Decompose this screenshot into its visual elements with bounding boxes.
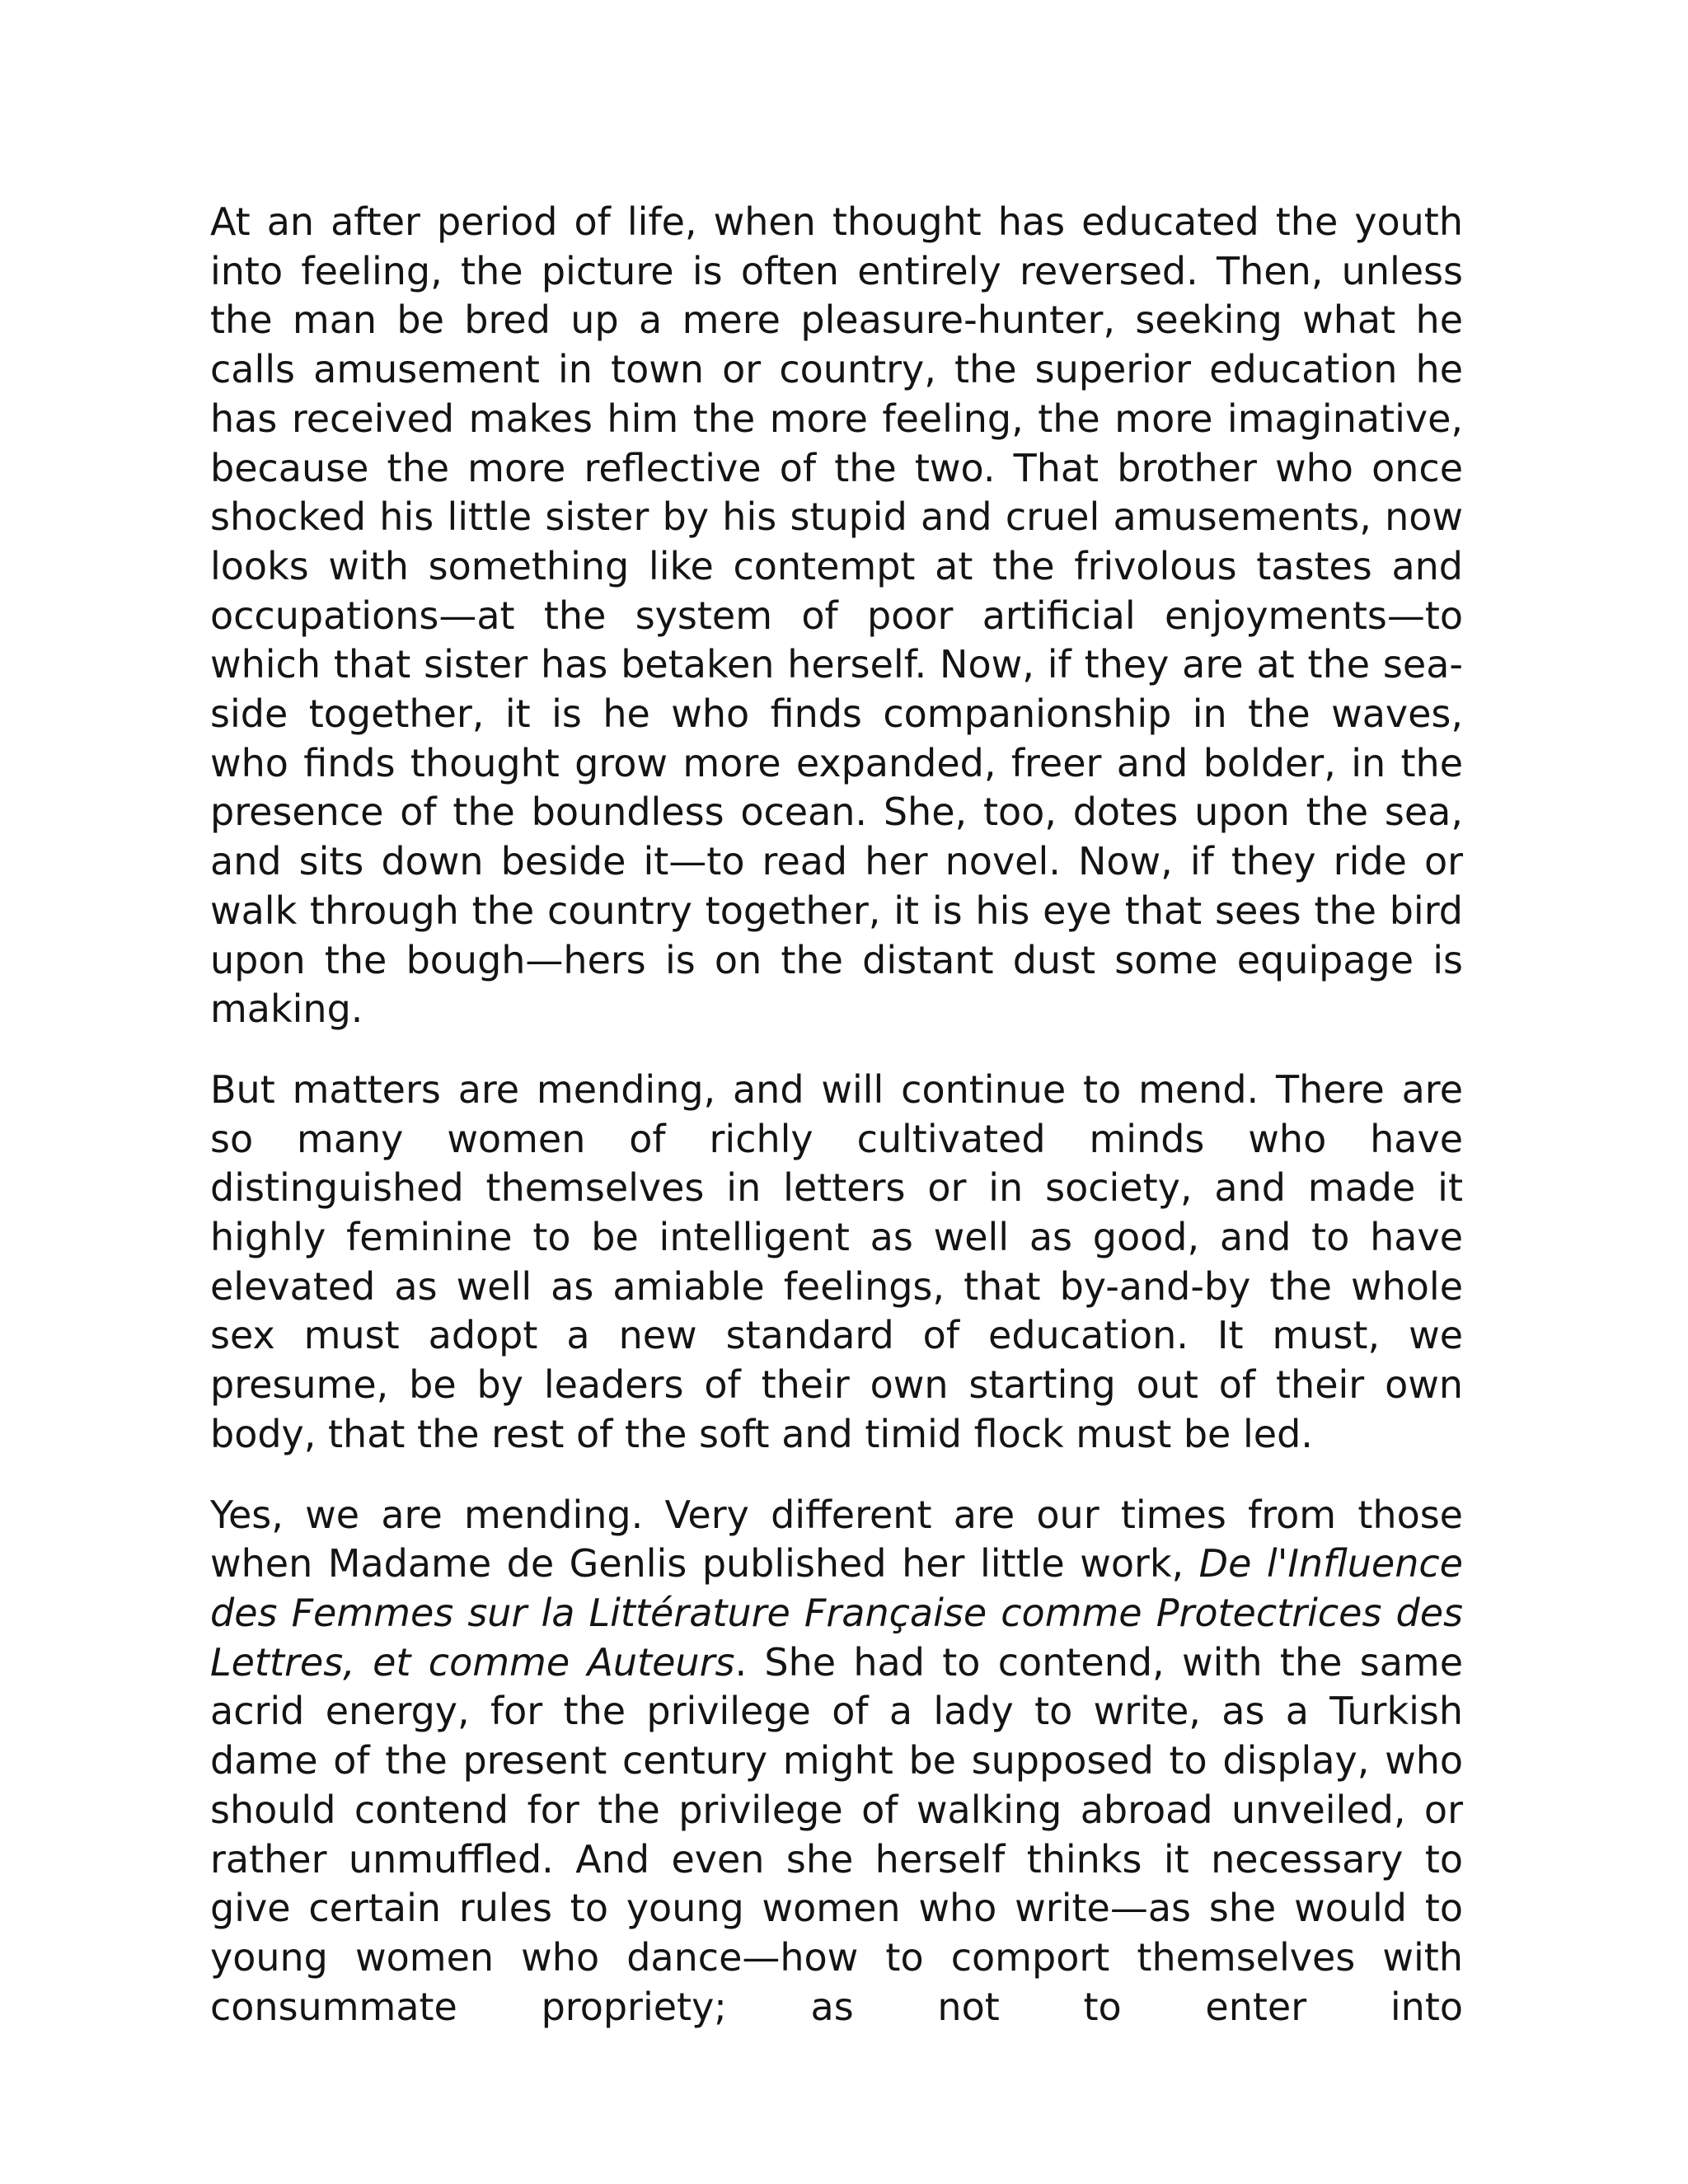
paragraph-3 — [210, 1491, 1463, 2032]
paragraph-3-intro: Yes, we are mending. Very different are our times from those when Madame de Genlis published her little work, — [210, 1492, 1463, 1586]
paragraph-2: But matters are mending, and will continue to mend. There are so many women of richly cultivated minds who have distinguished themselves in letters or in society, and made it highly feminine to be intelligent as well as good, and to have elevated as well as amiable feelings, that by-and-by the whole sex must adopt a new standard of education. It must, we presume, be by leaders of their own starting out of their own body, that the rest of the soft and timid flock must be led. — [210, 1066, 1463, 1456]
paragraph-3-continuation: . She had to contend, with the same acrid energy, for the privilege of a lady to write, as a Turkish dame of the present century might be supposed to display, who should contend for the privilege of walking abroad unveiled, or rather unmuffled. And even she herself thinks it necessary to give certain rules to young women who write—as she would to young women who dance—how to comport themselves with consummate propriety; as not to enter into — [210, 1639, 1463, 2029]
paragraph-1: At an after period of life, when thought has educated the youth into feeling, the picture is often entirely reversed. Then, unless the man be bred up a mere pleasure-hunter, seeking what he calls amusement in town or country, the superior education he has received makes him the more feeling, the more imaginative, because the more reflective of the two. That brother who once shocked his little sister by his stupid and cruel amusements, now looks with something like contempt at the frivolous tastes and occupations—at the system of poor artificial enjoyments—to which that sister has betaken herself. Now, if they are at the sea-side together, it is he who finds companionship in the waves, who finds thought grow more expanded, freer and bolder, in the presence of the boundless ocean. She, too, dotes upon the sea, and sits down beside it—to read her novel. Now, if they ride or walk through the country together, it is his eye that sees the bird upon the bough—hers is on the distant dust some equipage is making. — [210, 199, 1463, 1032]
page-text-block — [210, 198, 1463, 2032]
book-title: De l'Influence des Femmes sur la Littérature Française comme Protectrices des Lettres, et comme Auteurs — [210, 1541, 1463, 1685]
